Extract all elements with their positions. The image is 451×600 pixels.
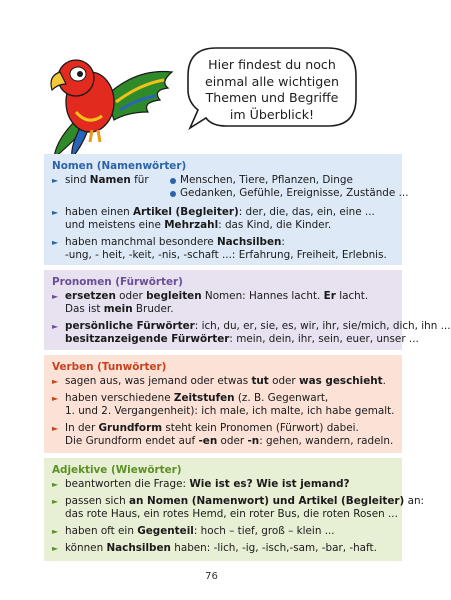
nomen-bullet-3 — [52, 236, 396, 262]
text: 1. und 2. Vergangenheit): ich male, ich malte, ich habe gemalt. — [65, 405, 395, 417]
adjektive-bullet-1 — [52, 478, 396, 491]
text: an: — [404, 495, 425, 507]
text: : ich, du, er, sie, es, wir, ihr, sie/mich, dich, ihn ... — [194, 320, 451, 332]
arrow-icon: ► — [52, 208, 59, 217]
text: : hoch – tief, groß – klein ... — [193, 525, 335, 537]
arrow-icon: ► — [52, 292, 59, 301]
text: oder — [268, 375, 300, 387]
text: haben manchmal besondere — [65, 236, 217, 248]
bold-text: begleiten — [146, 290, 202, 302]
text: haben verschiedene — [65, 392, 174, 404]
text: beantworten die Frage: — [65, 478, 190, 490]
text: Nomen: Hannes lacht. — [201, 290, 324, 302]
bubble-text — [198, 57, 346, 123]
text: das rote Haus, ein rotes Hemd, ein roter Bus, die roten Rosen ... — [65, 508, 398, 520]
nomen-bullet-2 — [52, 206, 396, 232]
bold-text: an Nomen (Namenwort) und Artikel (Begleiter) — [128, 495, 405, 507]
text: Das ist — [65, 303, 104, 315]
verben-title: Verben (Tunwörter) — [52, 361, 167, 373]
arrow-icon: ► — [52, 394, 59, 403]
pronomen-box — [44, 270, 451, 350]
bold-text: Gegenteil — [137, 525, 194, 537]
bold-text: Zeitstufen — [173, 392, 235, 404]
pronomen-title: Pronomen (Fürwörter) — [52, 276, 183, 288]
text: : der, die, das, ein, eine ... — [238, 206, 375, 218]
text: Gedanken, Gefühle, Ereignisse, Zustände ... — [180, 187, 409, 199]
text: können — [65, 542, 107, 554]
pronomen-bullet-1 — [52, 290, 396, 316]
bold-text: Er — [323, 290, 336, 302]
bold-text: ersetzen — [65, 290, 116, 302]
adjektive-box — [44, 458, 425, 561]
bold-text: Namen — [89, 174, 131, 186]
nomen-box — [44, 154, 409, 265]
bold-text: Mehrzahl — [164, 219, 219, 231]
adjektive-bullet-4 — [52, 542, 396, 555]
dot-icon — [170, 178, 176, 184]
text: (z. B. Gegenwart, — [234, 392, 329, 404]
text: Menschen, Tiere, Pflanzen, Dinge — [180, 174, 353, 186]
nomen-title: Nomen (Namenwörter) — [52, 160, 187, 172]
parrot-illustration — [36, 50, 176, 160]
bold-text: tut — [251, 375, 269, 387]
text: passen sich — [65, 495, 129, 507]
nomen-bullet-1-text — [65, 174, 149, 187]
bold-text: Wie ist es? Wie ist jemand? — [189, 478, 350, 490]
text: haben einen — [65, 206, 133, 218]
bold-text: mein — [103, 303, 133, 315]
nomen-dot-item — [170, 174, 409, 187]
dot-icon — [170, 191, 176, 197]
arrow-icon: ► — [52, 544, 59, 553]
pronomen-bullet-2 — [52, 320, 451, 346]
arrow-icon: ► — [52, 497, 59, 506]
verben-bullet-3 — [52, 422, 396, 448]
nomen-dot-item — [170, 187, 409, 200]
text: lacht. — [335, 290, 369, 302]
arrow-icon: ► — [52, 480, 59, 489]
text: und meistens eine — [65, 219, 165, 231]
bold-text: Nachsilben — [216, 236, 282, 248]
arrow-icon: ► — [52, 322, 59, 331]
arrow-icon: ► — [52, 176, 59, 185]
text: steht kein Pronomen (Fürwort) dabei. — [162, 422, 359, 434]
arrow-icon: ► — [52, 424, 59, 433]
bold-text: Grundform — [98, 422, 163, 434]
bold-text: -n — [247, 435, 260, 447]
text: . — [382, 375, 386, 387]
text: für — [130, 174, 149, 186]
text: : mein, dein, ihr, sein, euer, unser ... — [229, 333, 419, 345]
nomen-bullet-1 — [52, 174, 409, 202]
verben-box — [44, 355, 402, 453]
text: Die Grundform endet auf — [65, 435, 199, 447]
text: : — [281, 236, 285, 248]
text: sind — [65, 174, 90, 186]
page-number: 76 — [205, 571, 218, 582]
bold-text: persönliche Fürwörter — [65, 320, 195, 332]
text: haben: -lich, -ig, -isch,-sam, -bar, -haft. — [170, 542, 377, 554]
bold-text: besitzanzeigende Fürwörter — [65, 333, 230, 345]
arrow-icon: ► — [52, 527, 59, 536]
arrow-icon: ► — [52, 377, 59, 386]
adjektive-title: Adjektive (Wiewörter) — [52, 464, 182, 476]
adjektive-bullet-2 — [52, 495, 425, 521]
text: -ung, - heit, -keit, -nis, -schaft ...: Erfahrung, Freiheit, Erlebnis. — [65, 249, 387, 261]
verben-bullet-1 — [52, 375, 396, 388]
bold-text: Nachsilben — [106, 542, 171, 554]
bold-text: Artikel (Begleiter) — [132, 206, 239, 218]
bubble-line: Hier findest du noch — [208, 57, 336, 72]
verben-bullet-2 — [52, 392, 396, 418]
bubble-line: im Überblick! — [229, 106, 315, 122]
text: sagen aus, was jemand oder etwas — [65, 375, 252, 387]
bold-text: was geschieht — [299, 375, 383, 387]
bubble-line: Themen und Begriffe — [205, 90, 339, 105]
text: : gehen, wandern, radeln. — [259, 435, 394, 447]
text: oder — [115, 290, 147, 302]
bold-text: -en — [198, 435, 218, 447]
arrow-icon: ► — [52, 238, 59, 247]
speech-bubble — [186, 46, 358, 132]
text: oder — [217, 435, 248, 447]
text: Bruder. — [132, 303, 174, 315]
text: haben oft ein — [65, 525, 138, 537]
text: In der — [65, 422, 99, 434]
bubble-line: einmal alle wichtigen — [204, 73, 340, 89]
adjektive-bullet-3 — [52, 525, 396, 538]
text: : das Kind, die Kinder. — [218, 219, 332, 231]
